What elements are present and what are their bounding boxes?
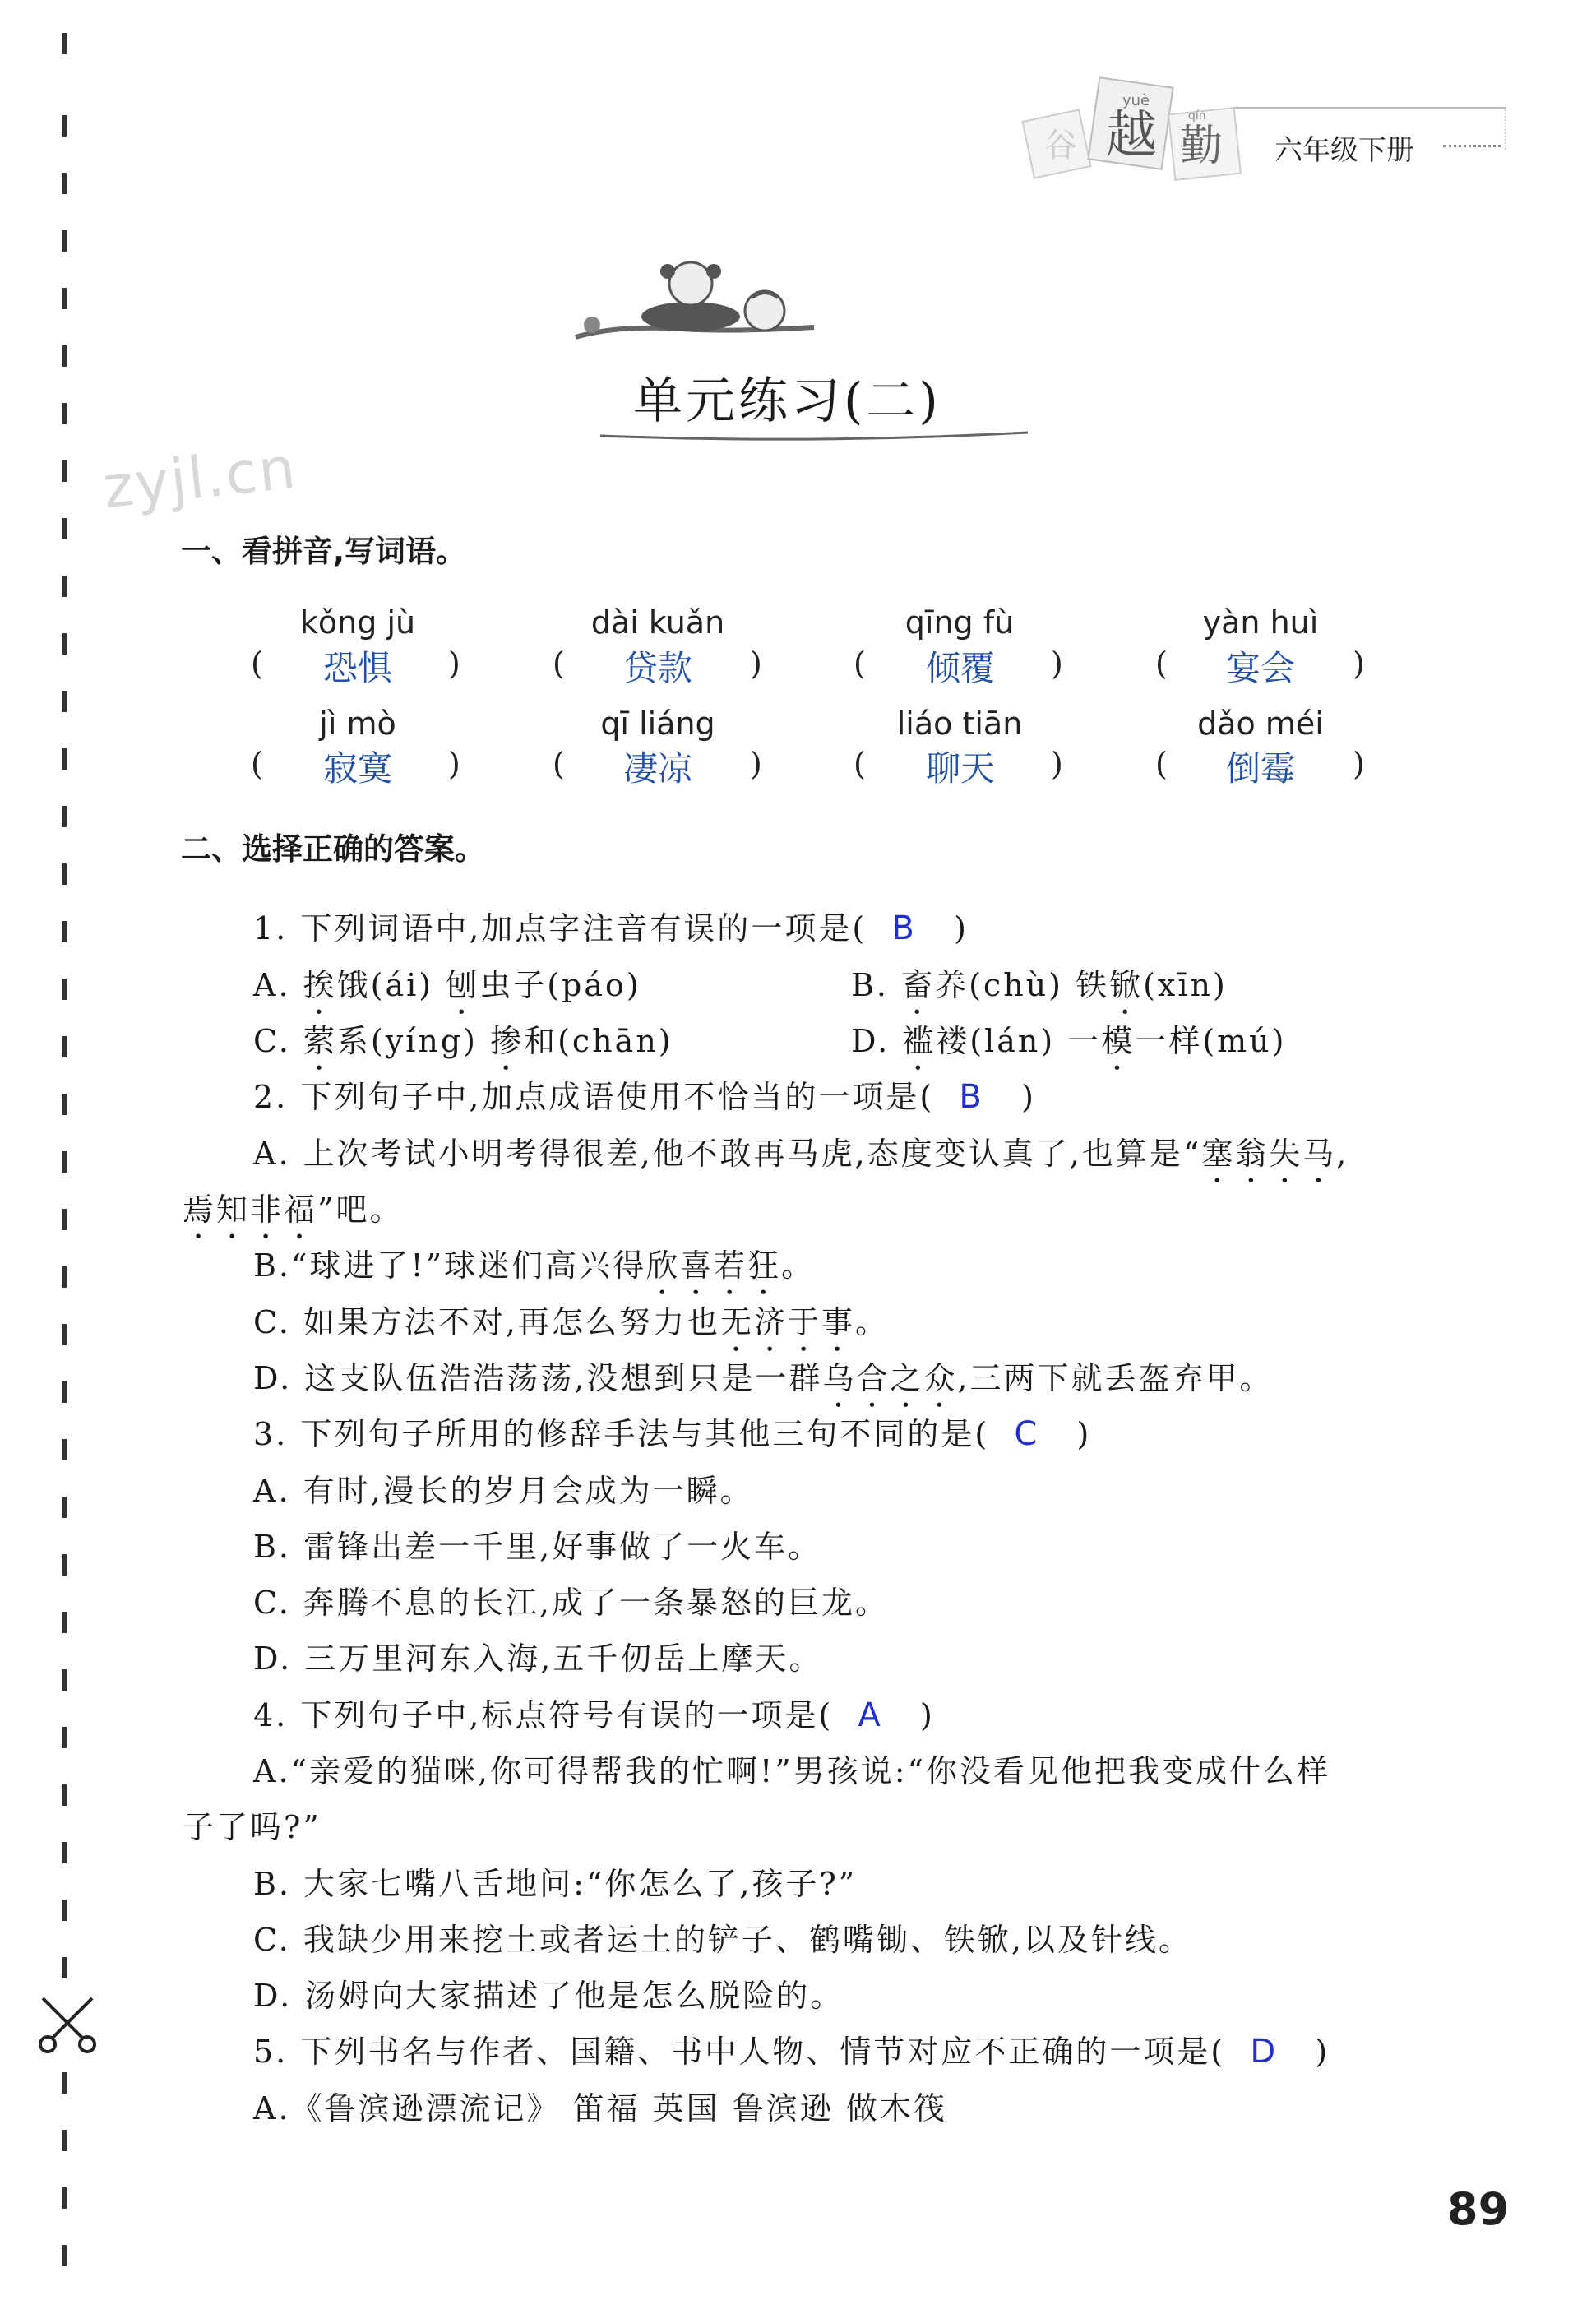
paren-open: ( [1155, 646, 1168, 682]
brand-logo [1011, 66, 1258, 197]
section1-heading: 一、看拼音,写词语。 [181, 534, 467, 569]
paren-open: ( [1155, 746, 1168, 782]
q3-option-b: B. 雷锋出差一千里,好事做了一火车。 [253, 1529, 822, 1565]
q4-stem: 4. 下列句子中,标点符号有误的一项是( A ) [253, 1696, 935, 1734]
paren-open: ( [251, 746, 263, 782]
pinyin: jì mò [319, 706, 396, 742]
q1-stem: 1. 下列词语中,加点字注音有误的一项是( B ) [253, 909, 969, 947]
answer-word: 聊天 [925, 748, 995, 789]
paren-close: ) [1353, 646, 1365, 682]
answer-word: 倒霉 [1225, 748, 1295, 789]
kids-illustration [567, 247, 830, 362]
q1-answer: B [891, 909, 917, 947]
q2-option-a-cont: 焉知非福”吧。 [183, 1192, 404, 1228]
pinyin: qī liáng [600, 706, 715, 742]
q3-option-a: A. 有时,漫长的岁月会成为一瞬。 [253, 1473, 754, 1509]
q4-option-b: B. 大家七嘴八舌地问:“你怎么了,孩子?” [253, 1866, 858, 1902]
q2-option-c: C. 如果方法不对,再怎么努力也无济于事。 [253, 1304, 889, 1340]
q2-stem: 2. 下列句子中,加点成语使用不恰当的一项是( B ) [253, 1078, 1036, 1116]
paren-close: ) [448, 646, 460, 682]
paren-open: ( [854, 746, 866, 782]
q1-option-c: C. 萦系(yíng) 掺和(chān) [253, 1023, 673, 1059]
paren-close: ) [1051, 746, 1063, 782]
page-number: 89 [1447, 2183, 1510, 2235]
q3-option-d: D. 三万里河东入海,五千仞岳上摩天。 [253, 1641, 823, 1677]
pinyin: qīng fù [904, 604, 1015, 641]
q1-option-a: A. 挨饿(ái) 刨虫子(páo) [253, 967, 641, 1003]
logo-char-2: 越 [1106, 104, 1158, 164]
pinyin: liáo tiān [896, 706, 1023, 742]
paren-close: ) [448, 746, 460, 782]
answer-word: 恐惧 [322, 648, 392, 688]
q3-answer: C [1014, 1415, 1040, 1453]
answer-word: 贷款 [622, 648, 692, 688]
q4-option-a: A.“亲爱的猫咪,你可得帮我的忙啊!”男孩说:“你没看见他把我变成什么样 [253, 1753, 1330, 1789]
q4-option-a-cont: 子了吗?” [183, 1809, 322, 1845]
q2-option-d: D. 这支队伍浩浩荡荡,没想到只是一群乌合之众,三两下就丢盔弃甲。 [253, 1360, 1274, 1396]
paren-open: ( [251, 646, 263, 682]
q4-option-c: C. 我缺少用来挖土或者运土的铲子、鹤嘴锄、铁锨,以及针线。 [253, 1922, 1192, 1958]
answer-word: 倾覆 [925, 648, 995, 688]
pinyin: dài kuǎn [590, 604, 725, 641]
q3-option-c: C. 奔腾不息的长江,成了一条暴怒的巨龙。 [253, 1585, 889, 1621]
answer-word: 宴会 [1225, 648, 1295, 688]
q5-stem: 5. 下列书名与作者、国籍、书中人物、情节对应不正确的一项是( D ) [253, 2033, 1330, 2071]
logo-pinyin-1: yuè [1122, 92, 1150, 109]
page-title: 单元练习(二) [633, 373, 941, 430]
pinyin: kǒng jù [299, 604, 416, 641]
logo-pinyin-2: qín [1188, 109, 1206, 123]
pinyin: dǎo méi [1197, 706, 1324, 742]
paren-close: ) [750, 746, 762, 782]
paren-close: ) [750, 646, 762, 682]
q1-option-d: D. 褴褛(lán) 一模一样(mú) [851, 1023, 1287, 1059]
q4-option-d: D. 汤姆向大家描述了他是怎么脱险的。 [253, 1978, 844, 2014]
logo-char-3: 勤 [1180, 122, 1224, 171]
q2-option-a: A. 上次考试小明考得很差,他不敢再马虎,态度变认真了,也算是“塞翁失马, [253, 1136, 1349, 1172]
q3-stem: 3. 下列句子所用的修辞手法与其他三句不同的是( C ) [253, 1415, 1092, 1453]
paren-open: ( [553, 746, 565, 782]
title-underline [600, 428, 1028, 444]
paren-close: ) [1051, 646, 1063, 682]
grade-dots [1443, 145, 1501, 147]
q2-option-b: B.“球进了!”球迷们高兴得欣喜若狂。 [253, 1247, 816, 1284]
answer-word: 凄凉 [622, 748, 692, 789]
q2-answer: B [959, 1078, 984, 1116]
logo-char-1: 谷 [1044, 127, 1077, 164]
paren-close: ) [1353, 746, 1365, 782]
paren-open: ( [854, 646, 866, 682]
q5-answer: D [1250, 2033, 1279, 2071]
paren-open: ( [553, 646, 565, 682]
section2-heading: 二、选择正确的答案。 [181, 831, 485, 867]
q1-option-b: B. 畜养(chù) 铁锨(xīn) [851, 967, 1228, 1003]
scissors-icon [35, 1990, 100, 2056]
q5-option-a: A.《鲁滨逊漂流记》 笛福 英国 鲁滨逊 做木筏 [253, 2090, 947, 2126]
q4-answer: A [858, 1696, 883, 1734]
watermark: zyjl.cn [99, 433, 300, 522]
grade-label: 六年级下册 [1274, 134, 1414, 167]
pinyin: yàn huì [1202, 604, 1319, 641]
answer-word: 寂寞 [322, 748, 392, 789]
